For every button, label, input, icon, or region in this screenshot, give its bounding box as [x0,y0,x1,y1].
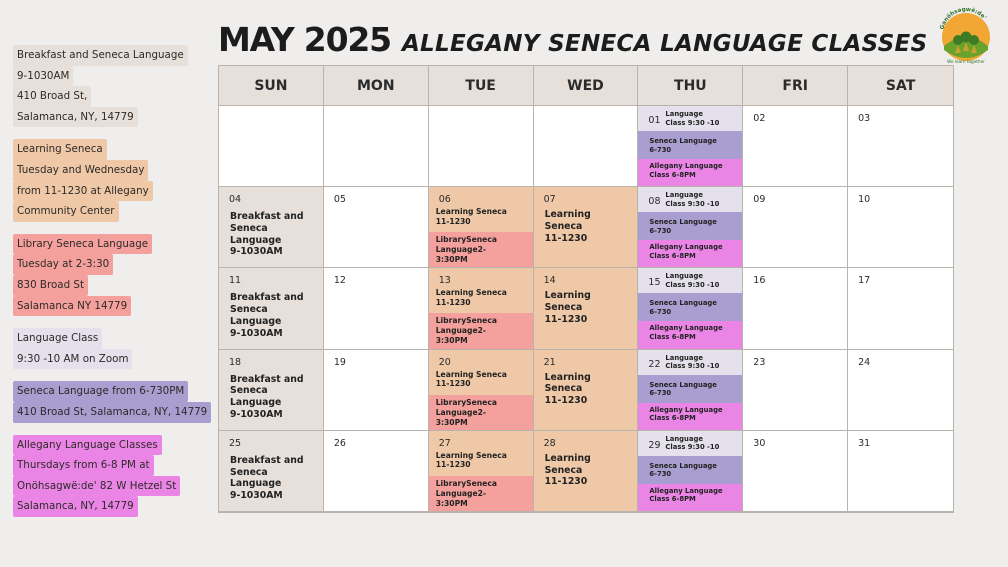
legend-line: Learning Seneca [13,139,107,160]
learning-seneca-event: Learning Seneca 11-1230 [435,369,507,389]
day-of-week-header: WED [534,66,639,106]
seneca-language-event: Seneca Language 6-730 [649,137,717,154]
calendar-subtitle: ALLEGANY SENECA LANGUAGE CLASSES [401,31,928,57]
day-of-week-header: THU [638,66,743,106]
allegany-language-event: Allegany Language Class 6-8PM [649,405,723,423]
learning-seneca-event: Learning Seneca 11-1230 [544,371,591,406]
day-number: 29 [648,439,661,451]
calendar-day-cell[interactable] [219,350,324,431]
day-number: 18 [229,356,242,368]
calendar-day-cell[interactable] [848,268,953,349]
zoom-language-class-event: Language Class 9:30 -10 [665,110,720,127]
calendar-day-cell[interactable] [848,187,953,268]
learning-seneca-event: Learning Seneca 11-1230 [435,288,507,307]
calendar-day-cell[interactable] [638,268,743,349]
calendar-day-cell[interactable] [324,187,429,268]
legend-line: from 11-1230 at Allegany [13,181,153,202]
legend-line: Thursdays from 6-8 PM at [13,455,154,476]
zoom-language-class-event: Language Class 9:30 -10 [665,191,720,208]
day-number: 23 [753,356,766,368]
day-number: 02 [753,113,766,124]
community-logo [935,4,997,66]
day-number: 26 [333,437,346,449]
calendar-day-cell[interactable] [743,431,848,512]
legend-line: Salamanca, NY, 14779 [13,107,138,128]
calendar-day-cell[interactable] [219,431,324,512]
breakfast-event: Breakfast and Seneca Language 9-1030AM [230,211,304,258]
calendar-day-cell[interactable] [534,187,639,268]
legend-line: Allegany Language Classes [13,435,162,456]
breakfast-event: Breakfast and Seneca Language 9-1030AM [230,292,304,339]
day-number: 19 [333,356,346,368]
day-number: 31 [858,437,871,449]
legend-group [13,232,208,314]
calendar-day-cell[interactable] [219,268,324,349]
day-number: 16 [753,275,766,287]
calendar-day-cell[interactable] [324,268,429,349]
calendar-grid [218,65,954,513]
legend-line: Language Class [13,328,102,349]
library-seneca-event: LibrarySeneca Language2- 3:30PM [435,235,497,265]
calendar-day-cell[interactable] [534,431,639,512]
day-number: 17 [858,275,871,287]
breakfast-event: Breakfast and Seneca Language 9-1030AM [230,454,304,501]
seneca-language-event: Seneca Language 6-730 [649,299,717,316]
legend-group [13,43,208,125]
seneca-language-event: Seneca Language 6-730 [649,218,717,235]
calendar-day-cell[interactable] [324,106,429,187]
day-number: 30 [753,437,766,449]
day-number: 21 [543,356,556,368]
calendar-day-cell[interactable] [534,106,639,187]
zoom-language-class-event: Language Class 9:30 -10 [665,272,720,289]
legend-line: 410 Broad St, [13,86,91,107]
allegany-language-event: Allegany Language Class 6-8PM [649,162,723,179]
calendar-day-cell[interactable] [429,106,534,187]
legend-group [13,326,208,367]
legend-line: Tuesday at 2-3:30 [13,254,113,275]
day-number: 25 [229,437,242,449]
day-number: 10 [858,194,871,206]
calendar-day-cell[interactable] [638,106,743,187]
allegany-language-event: Allegany Language Class 6-8PM [649,243,723,260]
calendar-day-cell[interactable] [219,106,324,187]
legend-line: Tuesday and Wednesday [13,160,148,181]
zoom-language-class-event: Language Class 9:30 -10 [665,353,720,371]
day-of-week-header: FRI [743,66,848,106]
calendar-day-cell[interactable] [324,350,429,431]
day-number: 06 [438,194,451,206]
calendar-day-cell[interactable] [219,187,324,268]
calendar-day-cell[interactable] [429,187,534,268]
library-seneca-event: LibrarySeneca Language2- 3:30PM [435,397,497,427]
day-of-week-header: TUE [429,66,534,106]
day-number: 14 [543,275,556,287]
learning-seneca-event: Learning Seneca 11-1230 [435,450,507,470]
legend-group [13,433,208,515]
legend-line: Salamanca, NY, 14779 [13,496,138,517]
calendar-day-cell[interactable] [429,350,534,431]
legend-line: 830 Broad St [13,275,88,296]
logo-top-text: Ganöhsagwë:de' [939,6,988,31]
library-seneca-event: LibrarySeneca Language2- 3:30PM [435,478,497,508]
calendar-day-cell[interactable] [638,187,743,268]
calendar-day-cell[interactable] [743,268,848,349]
legend-group [13,379,208,420]
day-number: 13 [438,275,451,287]
legend-line: 9-1030AM [13,66,73,87]
day-number: 11 [229,275,242,287]
seneca-language-event: Seneca Language 6-730 [649,461,717,479]
calendar-day-cell[interactable] [848,350,953,431]
learning-seneca-event: Learning Seneca 11-1230 [544,209,591,244]
calendar-day-cell[interactable] [534,350,639,431]
day-number: 09 [753,194,766,206]
day-number: 04 [229,194,242,206]
day-number: 03 [858,113,871,124]
day-number: 20 [438,356,451,368]
calendar-day-cell[interactable] [638,431,743,512]
zoom-language-class-event: Language Class 9:30 -10 [665,434,720,452]
calendar-day-cell[interactable] [743,106,848,187]
learning-seneca-event: Learning Seneca 11-1230 [544,452,591,488]
legend-line: Salamanca NY 14779 [13,296,131,317]
learning-seneca-event: Learning Seneca 11-1230 [544,290,591,325]
legend-line: Seneca Language from 6-730PM [13,381,188,402]
day-number: 08 [648,196,661,208]
calendar-day-cell[interactable] [534,268,639,349]
allegany-language-event: Allegany Language Class 6-8PM [649,486,723,504]
calendar-day-cell[interactable] [848,106,953,187]
legend-line: Community Center [13,201,119,222]
day-of-week-header: SAT [848,66,953,106]
legend-line: Onöhsagwë:de' 82 W Hetzel St [13,476,180,497]
day-number: 24 [858,356,871,368]
legend-line: 9:30 -10 AM on Zoom [13,349,132,370]
day-number: 05 [333,194,346,206]
allegany-language-event: Allegany Language Class 6-8PM [649,324,723,341]
legend-line: Library Seneca Language [13,234,152,255]
seneca-language-event: Seneca Language 6-730 [649,380,717,398]
calendar-day-cell[interactable] [638,350,743,431]
calendar-day-cell[interactable] [743,187,848,268]
learning-seneca-event: Learning Seneca 11-1230 [435,207,507,226]
legend [13,43,208,527]
day-of-week-header: SUN [219,66,324,106]
day-number: 28 [543,437,556,449]
calendar-day-cell[interactable] [743,350,848,431]
day-number: 27 [438,437,451,449]
library-seneca-event: LibrarySeneca Language2- 3:30PM [435,316,497,346]
calendar-title [218,20,927,59]
day-number: 15 [648,277,661,289]
day-number: 01 [648,115,661,126]
legend-line: Breakfast and Seneca Language [13,45,188,66]
calendar-day-cell[interactable] [429,431,534,512]
legend-group [13,137,208,219]
legend-line: 410 Broad St, Salamanca, NY, 14779 [13,402,211,423]
calendar-day-cell[interactable] [848,431,953,512]
logo-bottom-text: We learn together [947,59,985,64]
month-title: MAY 2025 [218,20,391,59]
day-number: 12 [333,275,346,287]
day-number: 22 [648,358,661,370]
day-number: 07 [543,194,556,206]
day-of-week-header: MON [324,66,429,106]
breakfast-event: Breakfast and Seneca Language 9-1030AM [230,373,304,420]
calendar-day-cell[interactable] [324,431,429,512]
calendar-day-cell[interactable] [429,268,534,349]
